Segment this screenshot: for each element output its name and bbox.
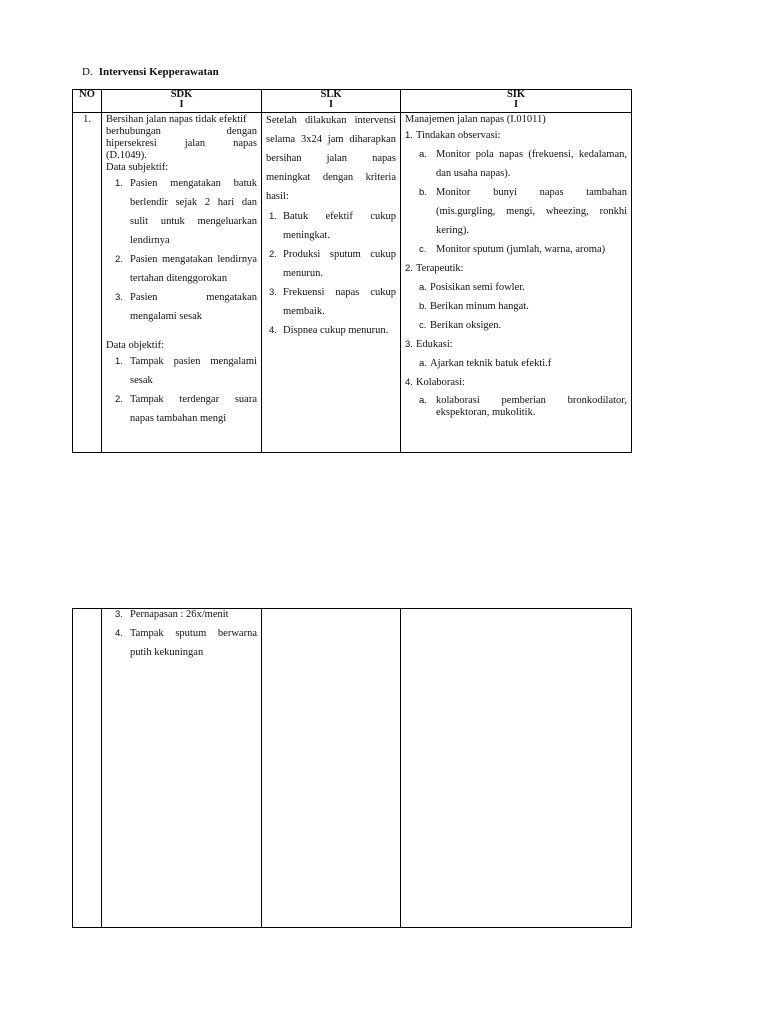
list-item: 2. Produksi sputum cukup menurun. [269, 249, 396, 279]
list-item: 2. Pasien mengatakan lendirnya tertahan ditenggorokan [115, 254, 257, 284]
list-item: 1. Tampak pasien mengalami sesak [115, 356, 257, 386]
sdki-cell [102, 609, 262, 928]
header-no: NO [73, 90, 102, 113]
list-item: 1. Batuk efektif cukup meningkat. [269, 211, 396, 241]
list-item: 3. Pasien mengatakan mengalami sesak [115, 292, 257, 322]
list-item: b. Monitor bunyi napas tambahan (mis.gurgling, mengi, wheezing, ronkhi kering). [419, 187, 627, 236]
diagnosis-code: (D.1049). [106, 150, 147, 161]
list-item: 1. Pasien mengatakan batuk berlendir sejak 2 hari dan sulit untuk mengeluarkan lendirnya [115, 178, 257, 246]
subjective-label: Data subjektif: [106, 162, 169, 173]
list-item: 4. Tampak sputum berwarna putih kekuningan [115, 628, 257, 658]
list-item: 3. Frekuensi napas cukup membaik. [269, 287, 396, 317]
siki-edukasi-heading: 3. Edukasi: [405, 339, 453, 350]
diagnosis-line: hipersekresi jalan napas [106, 138, 257, 149]
observasi-list [405, 145, 627, 259]
table-row [73, 609, 632, 928]
section-heading [82, 66, 219, 78]
section-letter: D. [82, 66, 93, 78]
list-item: a. Ajarkan teknik batuk efekti.f [419, 358, 552, 369]
slki-cell [262, 113, 401, 453]
table-row [73, 113, 632, 453]
objective-list [106, 352, 257, 428]
list-item: c. Berikan oksigen. [419, 320, 502, 331]
edukasi-list [405, 354, 627, 373]
siki-kolaborasi-heading: 4. Kolaborasi: [405, 377, 465, 388]
subjective-list [106, 174, 257, 326]
siki-terapeutik-heading: 2. Terapeutik: [405, 263, 464, 274]
list-item: 3. Pernapasan : 26x/menit [115, 609, 229, 620]
list-item: a. kolaborasi pemberian bronkodilator, ekspektoran, mukolitik. [419, 395, 627, 418]
slki-criteria-list [266, 207, 396, 340]
diagnosis-line: Bersihan jalan napas tidak efektif [106, 114, 247, 125]
sdki-cell [102, 113, 262, 453]
kolaborasi-list [405, 392, 627, 419]
row-number-cell [73, 609, 102, 928]
row-number-cell [73, 113, 102, 453]
list-item: a. Posisikan semi fowler. [419, 282, 525, 293]
slki-cell [262, 609, 401, 928]
list-item: b. Berikan minum hangat. [419, 301, 529, 312]
section-title: Intervensi Kepperawatan [98, 66, 219, 78]
header-slki: SLK I [262, 90, 401, 113]
list-item: 2. Tampak terdengar suara napas tambahan mengi [115, 394, 257, 424]
list-item: c. Monitor sputum (jumlah, warna, aroma) [419, 244, 606, 255]
siki-cell [401, 113, 632, 453]
diagnosis-line: berhubungan dengan [106, 126, 257, 137]
intervention-table [72, 89, 632, 453]
objective-list-continued [106, 605, 257, 662]
terapeutik-list [405, 278, 627, 335]
header-siki: SIK I [401, 90, 632, 113]
siki-cell [401, 609, 632, 928]
list-item: 4. Dispnea cukup menurun. [269, 325, 389, 336]
siki-observasi-heading: 1. Tindakan observasi: [405, 130, 501, 141]
table-header-row [73, 90, 632, 113]
slki-intro: Setelah dilakukan intervensi selama 3x24 jam diharapkan bersihan jalan napas meningkat dengan kriteria hasil: [266, 115, 396, 202]
siki-title: Manajemen jalan napas (I.01011) [405, 114, 546, 125]
objective-label: Data objektif: [106, 340, 165, 351]
list-item: a. Monitor pola napas (frekuensi, kedalaman, dan usaha napas). [419, 149, 627, 179]
intervention-table-continued [72, 608, 632, 928]
row-number: 1. [83, 114, 91, 125]
header-sdki: SDK I [102, 90, 262, 113]
